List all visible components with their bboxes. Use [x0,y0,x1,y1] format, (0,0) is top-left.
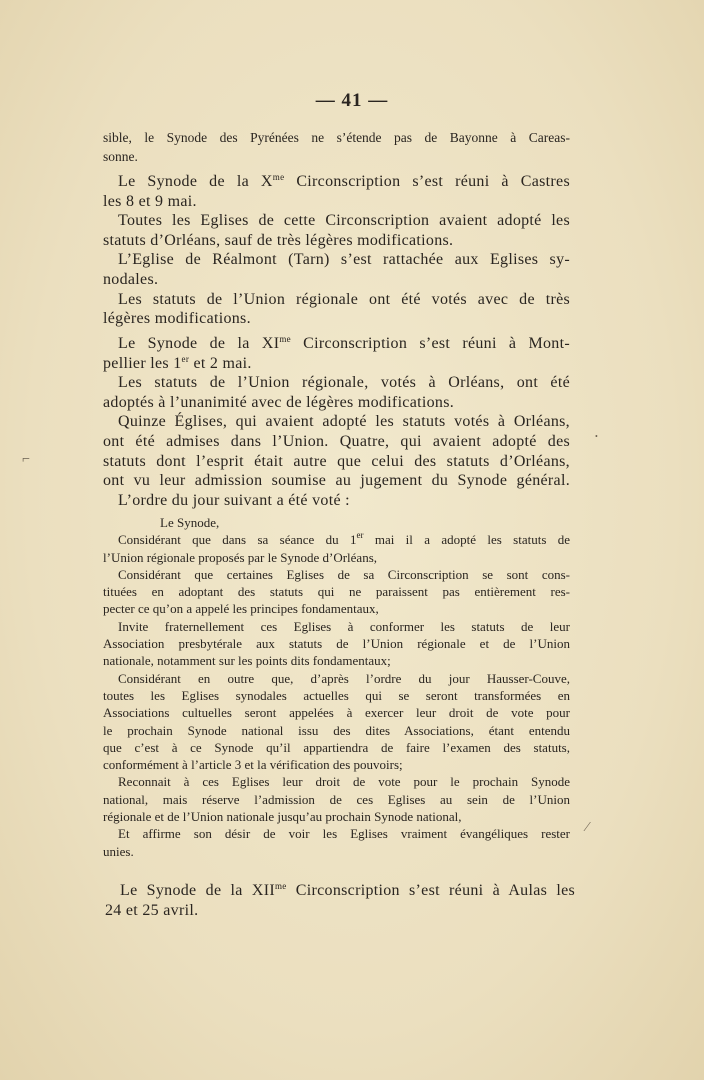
synod-10-section [103,172,570,329]
margin-mark: ⌐ [22,452,30,467]
text-line: Et affirme son désir de voir les Eglises vraiment évangéliques rester [118,826,570,842]
text-line: toutes les Eglises synodales actuelles qui se seront transformées en [103,687,570,703]
text-line: Association presbytérale aux statuts de l’Union régionale et de l’Union [103,636,570,652]
text-line: nationale, notamment sur les points dits fondamentaux; [103,653,391,669]
text-line: sible, le Synode des Pyrénées ne s’étende pas de Bayonne à Careas- [103,130,570,145]
date-line: pellier les 1er et 2 mai. [103,353,252,372]
synod-12-heading-line: Le Synode de la $XII^{me}$ Circonscription s’est réuni à Aulas les [120,881,576,899]
ordinal-superscript: me [279,334,291,344]
text-line: Considérant que certaines Eglises de sa Circonscription se sont cons- [118,566,570,582]
text-line: le prochain Synode national issu des dites Associations, étant entendu [103,722,570,738]
synod-11-section [103,334,570,510]
text-line: pecter ce qu’on a appelé les principes fondamentaux, [103,601,379,617]
text-line: Les statuts de l’Union régionale ont été votés avec de très [118,290,570,308]
text-line: les 8 et 9 mai. [103,192,197,210]
intro-paragraph [103,128,570,166]
text-line: national, mais réserve l’admission de ces Eglises au sein de l’Union [103,791,570,807]
text-line: régionale et de l’Union nationale jusqu’au prochain Synode national, [103,809,462,825]
text-line: L’Eglise de Réalmont (Tarn) s’est rattachée aux Eglises sy- [118,251,570,269]
text-line: Les statuts de l’Union régionale, votés à Orléans, ont été [118,374,570,392]
resolution-text [103,514,570,860]
text-line: que c’est à ce Synode qu’il appartiendra de faire l’examen des statuts, [103,739,570,755]
text-line: Reconnait à ces Eglises leur droit de vote pour le prochain Synode [118,774,570,790]
text-line: statuts d’Orléans, sauf de très légères modifications. [103,231,454,249]
text-line: 24 et 25 avril. [105,901,199,919]
text-line: nodales. [103,270,159,288]
synod-12-section [105,881,575,920]
text-line: Quinze Églises, qui avaient adopté les statuts votés à Orléans, [118,413,570,431]
text-line: conformément à l’article 3 et la vérification des pouvoirs; [103,757,403,773]
text-line: légères modifications. [103,310,251,328]
ordinal-superscript: er [356,530,364,541]
text-line: adoptés à l’unanimité avec de légères modifications. [103,393,455,411]
text-line: ont été admises dans l’Union. Quatre, qui avaient adopté des [103,432,570,450]
text-line: Invite fraternellement ces Eglises à conformer les statuts de leur [118,618,570,634]
text-line: statuts dont l’esprit était autre que celui des statuts d’Orléans, [103,452,570,470]
page-number: — 41 — [315,90,389,111]
text-line: tituées en adoptant des statuts qui ne paraissent pas entièrement res- [103,584,570,600]
text-line: Considérant en outre que, d’après l’ordre du jour Hausser-Couve, [118,670,570,686]
text-line: Associations cultuelles seront appelées à exercer leur droit de vote pour [103,705,570,721]
ordinal-superscript: me [272,172,285,182]
ordinal-superscript: er [181,353,190,364]
margin-stroke: ⁄ [586,820,589,835]
resolution-opening: Le Synode, [160,515,220,530]
text-line: Considérant que dans sa séance du 1er mai il a adopté les statuts de [118,530,570,548]
text-line: L’ordre du jour suivant a été voté : [118,491,350,509]
synod-10-heading-line: Le Synode de la $X^{me}$ Circonscription s’est réuni à Castres [118,172,570,190]
text-line: unies. [103,843,134,859]
text-line: l’Union régionale proposés par le Synode d’Orléans, [103,549,378,565]
ordinal-superscript: me [275,881,287,891]
text-line: Toutes les Eglises de cette Circonscription avaient adopté les [118,212,570,230]
margin-dot: • [595,432,598,441]
text-line: sonne. [103,149,138,164]
text-line: ont vu leur admission soumise au jugement du Synode général. [103,472,570,490]
synod-11-heading-line: Le Synode de la $XI^{me}$ Circonscription s’est réuni à Mont- [118,334,570,352]
